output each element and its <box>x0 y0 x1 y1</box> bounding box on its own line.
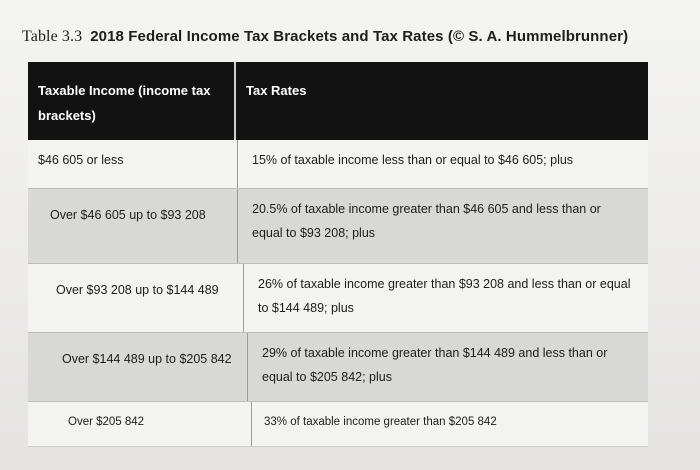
table-row <box>28 333 648 402</box>
table-row <box>28 402 648 447</box>
income-bracket-cell: Over $46 605 up to $93 208 <box>28 189 238 263</box>
income-bracket-cell: Over $93 208 up to $144 489 <box>28 264 244 332</box>
income-bracket-cell: $46 605 or less <box>28 140 238 188</box>
table-caption <box>22 28 628 46</box>
tax-rate-cell: 29% of taxable income greater than $144 489 and less than or equal to $205 842; plus <box>262 346 608 384</box>
tax-rate-cell: 26% of taxable income greater than $93 208 and less than or equal to $144 489; plus <box>258 277 631 315</box>
table-row <box>28 140 648 189</box>
tax-bracket-table <box>28 62 648 447</box>
income-bracket-cell: Over $144 489 up to $205 842 <box>28 333 248 401</box>
table-title: 2018 Federal Income Tax Brackets and Tax Rates (© S. A. Hummelbrunner) <box>90 28 629 45</box>
tax-rate-cell: 33% of taxable income greater than $205 842 <box>264 416 497 428</box>
header-tax-rates: Tax Rates <box>246 83 307 98</box>
table-number: Table 3.3 <box>22 28 83 45</box>
table-header-row <box>28 62 648 140</box>
header-taxable-income: Taxable Income (income tax brackets) <box>28 62 236 140</box>
table-row <box>28 189 648 264</box>
tax-rate-cell: 15% of taxable income less than or equal to $46 605; plus <box>252 153 574 167</box>
table-row <box>28 264 648 333</box>
tax-rate-cell: 20.5% of taxable income greater than $46 605 and less than or equal to $93 208; plus <box>252 202 601 240</box>
income-bracket-cell: Over $205 842 <box>28 402 252 446</box>
